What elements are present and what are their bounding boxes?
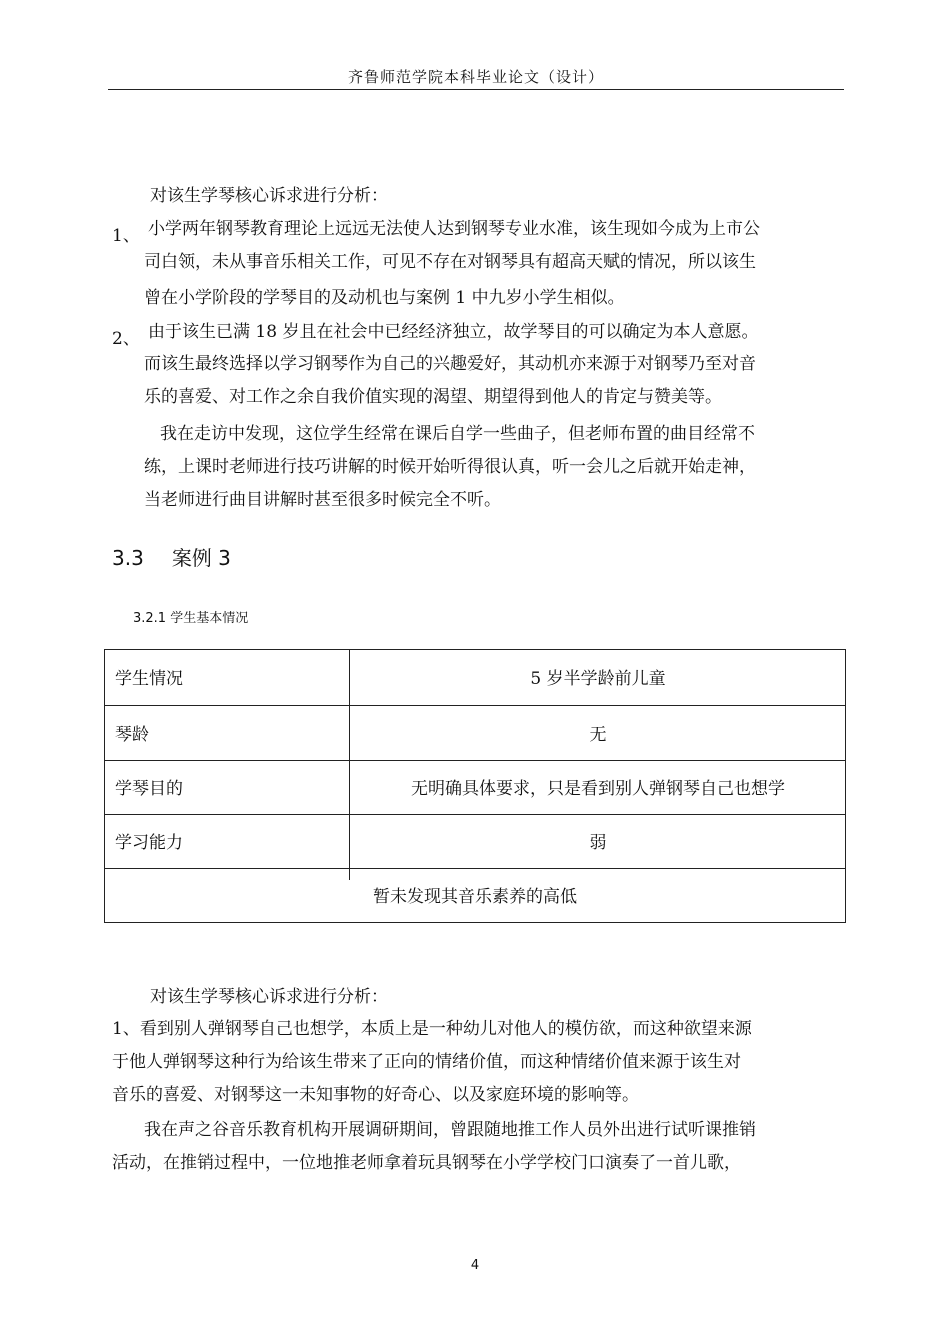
paragraph-a-line-2: 练，上课时老师进行技巧讲解的时候开始听得很认真，听一会儿之后就开始走神， bbox=[144, 457, 756, 477]
section-number: 3.3 bbox=[112, 546, 144, 570]
list-item-2-line-3: 乐的喜爱、对工作之余自我价值实现的渴望、期望得到他人的肯定与赞美等。 bbox=[144, 387, 722, 407]
list-item-1-line-1: 小学两年钢琴教育理论上远远无法使人达到钢琴专业水准，该生现如今成为上市公 bbox=[148, 219, 760, 239]
row-value: 弱 bbox=[589, 833, 607, 853]
list-item-2-line-2: 而该生最终选择以学习钢琴作为自己的兴趣爱好，其动机亦来源于对钢琴乃至对音 bbox=[144, 354, 756, 374]
table-row bbox=[105, 760, 845, 814]
section-heading bbox=[112, 542, 231, 571]
analysis-intro-b: 对该生学琴核心诉求进行分析： bbox=[150, 987, 388, 1007]
list-number-1: 1、 bbox=[112, 226, 140, 246]
student-info-table bbox=[104, 649, 846, 923]
table-row bbox=[105, 705, 845, 760]
paragraph-b-line-1: 我在声之谷音乐教育机构开展调研期间，曾跟随地推工作人员外出进行试听课推销 bbox=[144, 1120, 756, 1140]
list-item-2-line-1: 由于该生已满 18 岁且在社会中已经经济独立，故学琴目的可以确定为本人意愿。 bbox=[148, 322, 759, 342]
running-header: 齐鲁师范学院本科毕业论文（设计） bbox=[347, 68, 604, 86]
merged-cell: 暂未发现其音乐素养的高低 bbox=[373, 887, 577, 907]
row-label: 学琴目的 bbox=[115, 779, 183, 799]
page-number: 4 bbox=[470, 1258, 480, 1273]
row-label: 琴龄 bbox=[115, 725, 149, 745]
paragraph-b-item-line-2: 于他人弹钢琴这种行为给该生带来了正向的情绪价值，而这种情绪价值来源于该生对 bbox=[112, 1052, 741, 1072]
row-label: 学习能力 bbox=[115, 833, 183, 853]
list-item-1-line-3: 曾在小学阶段的学琴目的及动机也与案例 1 中九岁小学生相似。 bbox=[144, 288, 625, 308]
row-value: 无 bbox=[589, 725, 607, 745]
row-value: 5 岁半学龄前儿童 bbox=[530, 669, 666, 689]
table-row-merged bbox=[105, 868, 845, 922]
row-value: 无明确具体要求，只是看到别人弹钢琴自己也想学 bbox=[411, 779, 785, 799]
row-label: 学生情况 bbox=[115, 669, 183, 689]
table-row bbox=[105, 650, 845, 705]
header-rule bbox=[108, 89, 844, 90]
paragraph-a-line-1: 我在走访中发现，这位学生经常在课后自学一些曲子，但老师布置的曲目经常不 bbox=[160, 424, 755, 444]
section-title: 案例 3 bbox=[171, 546, 231, 570]
table-row bbox=[105, 814, 845, 868]
list-item-1-line-2: 司白领，未从事音乐相关工作，可见不存在对钢琴具有超高天赋的情况，所以该生 bbox=[144, 252, 756, 272]
paragraph-a-line-3: 当老师进行曲目讲解时甚至很多时候完全不听。 bbox=[144, 490, 501, 510]
analysis-intro-a: 对该生学琴核心诉求进行分析： bbox=[150, 186, 388, 206]
paragraph-b-item-line-3: 音乐的喜爱、对钢琴这一未知事物的好奇心、以及家庭环境的影响等。 bbox=[112, 1085, 639, 1105]
paragraph-b-line-2: 活动，在推销过程中，一位地推老师拿着玩具钢琴在小学学校门口演奏了一首儿歌， bbox=[112, 1153, 741, 1173]
paragraph-b-item-line-1: 1、看到别人弹钢琴自己也想学，本质上是一种幼儿对他人的模仿欲，而这种欲望来源 bbox=[112, 1019, 752, 1039]
subsection-heading: 3.2.1 学生基本情况 bbox=[133, 611, 249, 626]
list-number-2: 2、 bbox=[112, 329, 140, 349]
